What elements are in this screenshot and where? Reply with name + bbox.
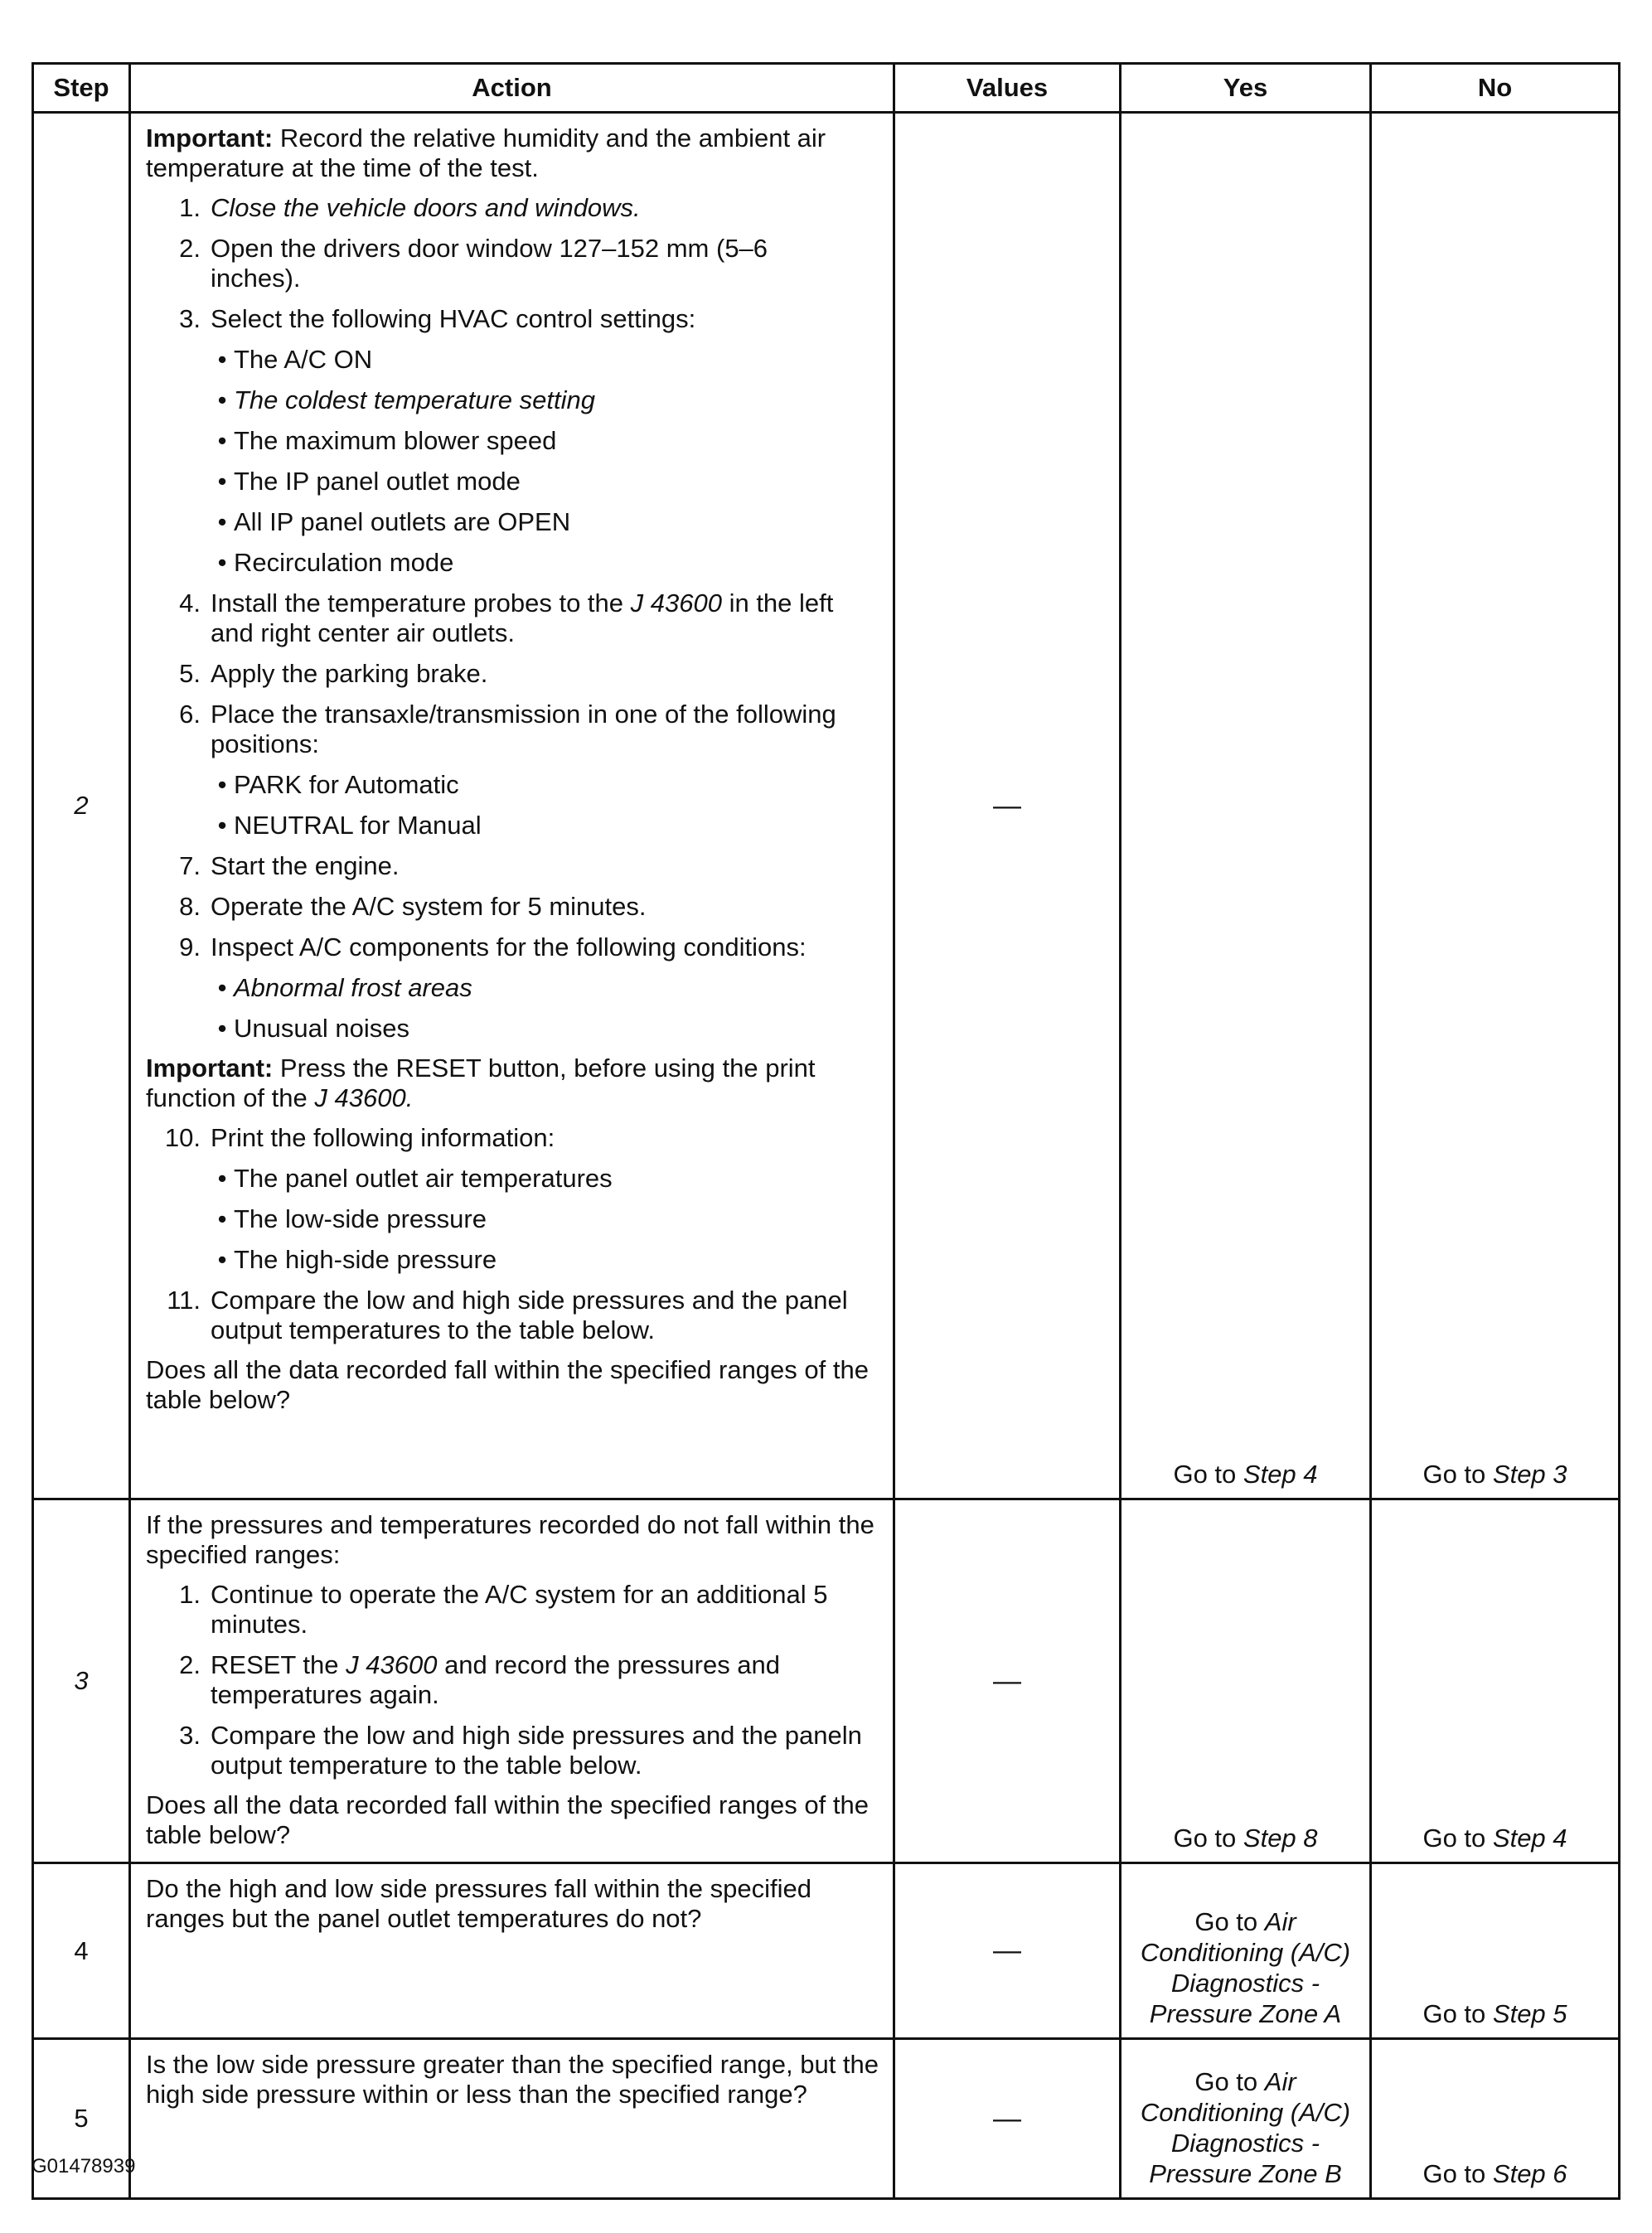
decision-question: Do the high and low side pressures fall within the specified ranges but the panel outlet temperatures do not? <box>146 1874 812 1933</box>
yes-result: Go to Step 4 <box>1173 1460 1318 1489</box>
yes-cell <box>1121 1863 1371 2039</box>
bullet-item: • Unusual noises <box>217 1014 409 1043</box>
step-number: 3 <box>33 1499 130 1863</box>
procedure-list <box>146 193 881 1044</box>
list-item: 5. Apply the parking brake. <box>179 659 488 688</box>
action-cell <box>130 1863 894 2039</box>
yes-result: Go to Air Conditioning (A/C) Diagnostics - Pressure Zone A <box>1140 1907 1351 2028</box>
step-link: Step 3 <box>1492 1460 1567 1489</box>
bullet-list <box>211 973 881 1044</box>
bullet-item: • NEUTRAL for Manual <box>217 811 482 840</box>
bullet-item: • The maximum blower speed <box>217 426 557 455</box>
step-link: Step 4 <box>1243 1460 1318 1489</box>
header-step: Step <box>33 64 130 113</box>
values-cell: — <box>894 113 1121 1499</box>
step-link: Step 8 <box>1243 1824 1318 1853</box>
decision-question: Does all the data recorded fall within the specified ranges of the table below? <box>146 1790 869 1849</box>
tool-reference: J 43600 <box>630 589 722 618</box>
values-cell: — <box>894 1499 1121 1863</box>
header-action: Action <box>130 64 894 113</box>
values-cell: — <box>894 2039 1121 2199</box>
step-number: 5 <box>33 2039 130 2199</box>
bullet-item: • Recirculation mode <box>217 548 454 577</box>
diagnostic-link: Air <box>1264 1907 1296 1936</box>
action-cell <box>130 2039 894 2199</box>
bullet-item: • PARK for Automatic <box>217 770 459 799</box>
figure-id: G01478939 <box>31 2155 136 2177</box>
list-item: 2. Open the drivers door window 127–152 mm (5–6 inches). <box>179 234 768 293</box>
list-item: 4. Install the temperature probes to the J 43600 in the left and right center air outlets. <box>179 589 834 647</box>
list-item: 9. Inspect A/C components for the following conditions: • Abnormal frost areas • Unusual noises <box>146 932 881 1044</box>
bullet-item: • The high-side pressure <box>217 1245 497 1274</box>
no-cell <box>1371 113 1620 1499</box>
yes-cell <box>1121 113 1371 1499</box>
diagnostic-link: Air <box>1264 2067 1296 2096</box>
bullet-item: • The panel outlet air temperatures <box>217 1164 613 1193</box>
list-item: 6. Place the transaxle/transmission in one of the following positions: • PARK for Automatic • NEUTRAL for Manual <box>146 700 881 840</box>
list-item: 1. Close the vehicle doors and windows. <box>179 193 641 222</box>
step-number: 4 <box>33 1863 130 2039</box>
table-row-step-3 <box>33 1499 1620 1863</box>
bullet-list <box>211 1164 881 1275</box>
action-cell <box>130 1499 894 1863</box>
yes-cell <box>1121 1499 1371 1863</box>
bullet-item: • All IP panel outlets are OPEN <box>217 507 571 536</box>
values-cell: — <box>894 1863 1121 2039</box>
list-item: 3. Compare the low and high side pressures and the paneln output temperature to the table below. <box>179 1721 862 1780</box>
bullet-item: • The A/C ON <box>217 345 373 374</box>
important-label: Important: <box>146 124 274 153</box>
procedure-list <box>146 1580 881 1780</box>
procedure-list <box>146 1123 881 1345</box>
bullet-item: • The IP panel outlet mode <box>217 467 521 496</box>
action-cell <box>130 113 894 1499</box>
no-cell <box>1371 1499 1620 1863</box>
list-item: 11. Compare the low and high side pressures and the panel output temperatures to the table below. <box>167 1286 848 1344</box>
tool-reference: J 43600. <box>314 1083 414 1112</box>
tool-reference: J 43600 <box>346 1650 438 1679</box>
yes-cell <box>1121 2039 1371 2199</box>
no-cell <box>1371 2039 1620 2199</box>
list-item: 2. RESET the J 43600 and record the pressures and temperatures again. <box>179 1650 781 1709</box>
step-link: Step 5 <box>1492 1999 1567 2028</box>
no-result: Go to Step 4 <box>1422 1824 1567 1853</box>
table-header-row <box>33 64 1620 113</box>
header-no: No <box>1371 64 1620 113</box>
decision-question: Is the low side pressure greater than the specified range, but the high side pressure within or less than the specified range? <box>146 2050 879 2109</box>
list-item: 7. Start the engine. <box>179 851 400 880</box>
step-link: Step 6 <box>1492 2159 1567 2188</box>
important-label: Important: <box>146 1054 274 1083</box>
no-result: Go to Step 3 <box>1422 1460 1567 1489</box>
bullet-item: • Abnormal frost areas <box>217 973 472 1002</box>
yes-result: Go to Step 8 <box>1173 1824 1318 1853</box>
table-row-step-2 <box>33 113 1620 1499</box>
bullet-item: • The low-side pressure <box>217 1204 487 1233</box>
no-result: Go to Step 5 <box>1422 1999 1567 2028</box>
yes-result: Go to Air Conditioning (A/C) Diagnostics - Pressure Zone B <box>1140 2067 1351 2188</box>
bullet-list <box>211 345 881 578</box>
no-cell <box>1371 1863 1620 2039</box>
step-link: Step 4 <box>1492 1824 1567 1853</box>
list-item: 3. Select the following HVAC control settings: • The A/C ON • The coldest temperature setting • The maximum blower speed • The IP panel outlet mode • All IP panel outlets are OPEN • Recirculation mode <box>146 304 881 578</box>
important-note <box>146 124 881 183</box>
important-text: Press the RESET button, before using the print function of the <box>146 1054 816 1112</box>
table-row-step-5 <box>33 2039 1620 2199</box>
list-item: 1. Continue to operate the A/C system for an additional 5 minutes. <box>179 1580 828 1639</box>
important-text: Record the relative humidity and the ambient air temperature at the time of the test. <box>146 124 826 182</box>
decision-question: Does all the data recorded fall within the specified ranges of the table below? <box>146 1355 869 1414</box>
list-item: 8. Operate the A/C system for 5 minutes. <box>179 892 647 921</box>
diagnostic-table <box>31 62 1621 2200</box>
list-item: 10. Print the following information: • The panel outlet air temperatures • The low-side pressure • The high-side pressure <box>146 1123 881 1275</box>
no-result: Go to Step 6 <box>1422 2159 1567 2188</box>
intro-text: If the pressures and temperatures recorded do not fall within the specified ranges: <box>146 1510 874 1569</box>
header-values: Values <box>894 64 1121 113</box>
bullet-item: • The coldest temperature setting <box>217 385 595 414</box>
step-number: 2 <box>33 113 130 1499</box>
table-row-step-4 <box>33 1863 1620 2039</box>
important-note <box>146 1054 881 1113</box>
header-yes: Yes <box>1121 64 1371 113</box>
bullet-list <box>211 770 881 840</box>
